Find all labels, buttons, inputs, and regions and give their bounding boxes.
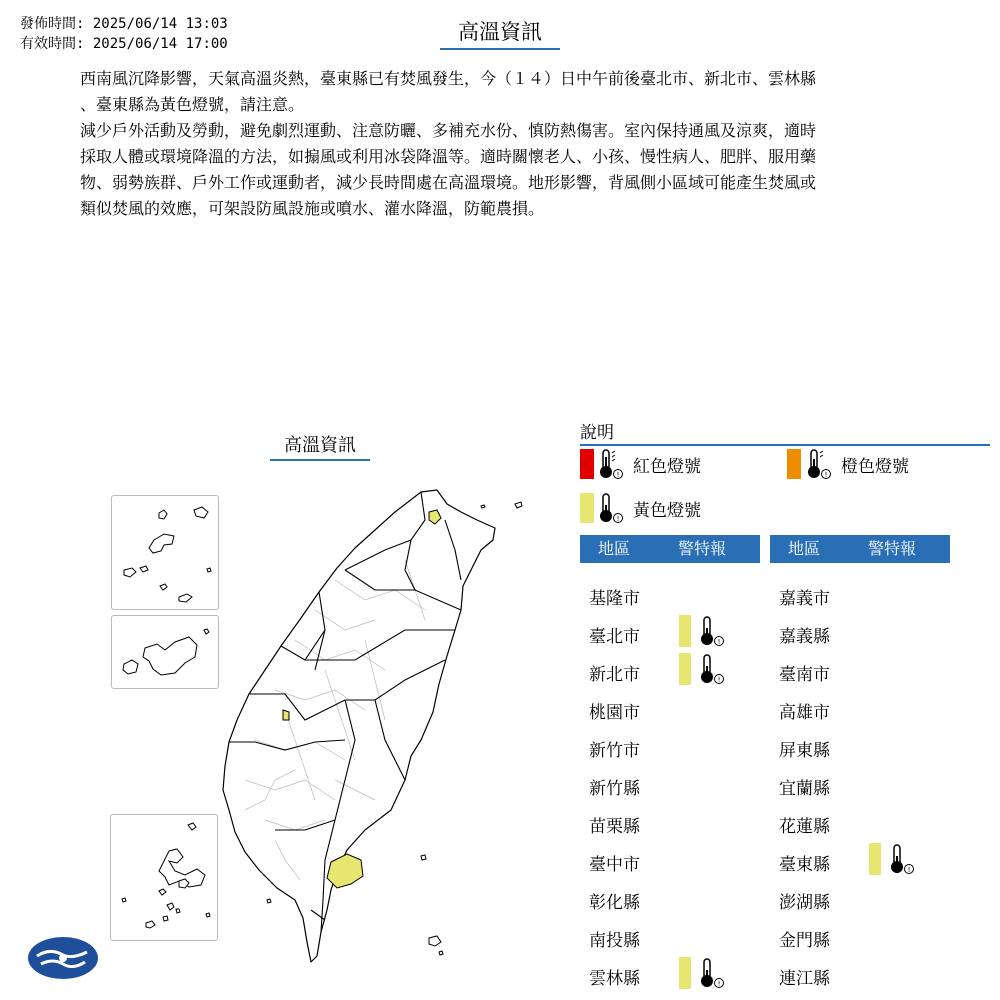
- thermometer-icon: [804, 447, 834, 481]
- para2-line3: 物、弱勢族群、戶外工作或運動者，減少長時間處在高溫環境。地形影響，背風側小區域可能產生焚風或: [80, 173, 817, 192]
- inset-kinmen: [111, 615, 219, 689]
- svg-text:!: !: [907, 866, 911, 874]
- para1-line2: 、臺東縣為黃色燈號，請注意。: [80, 95, 305, 114]
- cwa-logo-icon: [27, 936, 99, 980]
- valid-time-row: [20, 35, 228, 54]
- county-name: 臺北市: [589, 627, 640, 647]
- svg-text:!: !: [824, 471, 828, 479]
- thermometer-icon: [596, 491, 626, 525]
- description-paragraph-1: [80, 66, 915, 118]
- publish-label: 發佈時間:: [20, 16, 85, 32]
- county-name: 澎湖縣: [779, 893, 830, 913]
- county-name: 花蓮縣: [779, 817, 830, 837]
- col-warning: 警特報: [678, 539, 727, 558]
- para1-line1: 西南風沉降影響，天氣高溫炎熱，臺東縣已有焚風發生，今（１４）日中午前後臺北市、新北市、雲林縣: [80, 69, 817, 88]
- county-name: 雲林縣: [589, 969, 640, 989]
- col-warning: 警特報: [868, 539, 917, 558]
- page-title: 高溫資訊: [440, 16, 560, 50]
- county-name: 基隆市: [589, 589, 640, 609]
- orange-swatch: [787, 449, 801, 479]
- county-name: 連江縣: [779, 969, 830, 989]
- svg-text:!: !: [717, 980, 721, 988]
- county-name: 金門縣: [779, 931, 830, 951]
- county-name: 桃園市: [589, 703, 640, 723]
- col-region: 地區: [598, 539, 631, 558]
- county-name: 嘉義市: [779, 589, 830, 609]
- thermometer-icon: [697, 614, 727, 648]
- yellow-warning-mark: [869, 843, 881, 875]
- table-header-right: [770, 535, 950, 563]
- orange-label: 橙色燈號: [841, 457, 909, 477]
- description-paragraph-2: [80, 118, 915, 222]
- svg-text:!: !: [616, 471, 620, 479]
- yellow-warning-mark: [679, 615, 691, 647]
- taiwan-map: [215, 480, 525, 970]
- table-header-left: [580, 535, 760, 563]
- county-name: 臺南市: [779, 665, 830, 685]
- para2-line1: 減少戶外活動及勞動，避免劇烈運動、注意防曬、多補充水份、慎防熱傷害。室內保持通風及涼爽，適時: [80, 121, 817, 140]
- map-title: 高溫資訊: [270, 431, 370, 461]
- thermometer-icon: [697, 956, 727, 990]
- para2-line4: 類似焚風的效應，可架設防風設施或噴水、灌水降溫，防範農損。: [80, 199, 545, 218]
- yellow-label: 黃色燈號: [633, 501, 701, 521]
- yellow-swatch: [580, 493, 594, 523]
- county-name: 臺中市: [589, 855, 640, 875]
- county-name: 新竹縣: [589, 779, 640, 799]
- publish-time-row: [20, 15, 228, 34]
- para2-line2: 採取人體或環境降溫的方法，如搧風或利用冰袋降溫等。適時關懷老人、小孩、慢性病人、肥胖、服用藥: [80, 147, 817, 166]
- red-swatch: [580, 449, 594, 479]
- publish-time: 2025/06/14 13:03: [92, 16, 228, 32]
- red-label: 紅色燈號: [633, 457, 701, 477]
- yellow-warning-mark: [679, 957, 691, 989]
- county-name: 屏東縣: [779, 741, 830, 761]
- svg-text:!: !: [717, 638, 721, 646]
- county-name: 臺東縣: [779, 855, 830, 875]
- county-name: 宜蘭縣: [779, 779, 830, 799]
- valid-label: 有效時間:: [20, 36, 85, 52]
- valid-time: 2025/06/14 17:00: [92, 36, 228, 52]
- yunlin-highlight: [283, 710, 289, 720]
- county-name: 新竹市: [589, 741, 640, 761]
- svg-text:!: !: [616, 515, 620, 523]
- county-name: 彰化縣: [589, 893, 640, 913]
- yellow-warning-mark: [679, 653, 691, 685]
- thermometer-icon: [596, 447, 626, 481]
- county-name: 嘉義縣: [779, 627, 830, 647]
- inset-matsu: [111, 495, 219, 610]
- legend-title: 說明: [580, 418, 990, 446]
- county-name: 高雄市: [779, 703, 830, 723]
- county-name: 苗栗縣: [589, 817, 640, 837]
- inset-penghu: [110, 814, 218, 941]
- county-name: 南投縣: [589, 931, 640, 951]
- thermometer-icon: [887, 842, 917, 876]
- thermometer-icon: [697, 652, 727, 686]
- svg-text:!: !: [717, 676, 721, 684]
- taiwan-outline: [223, 490, 495, 962]
- county-name: 新北市: [589, 665, 640, 685]
- col-region: 地區: [788, 539, 821, 558]
